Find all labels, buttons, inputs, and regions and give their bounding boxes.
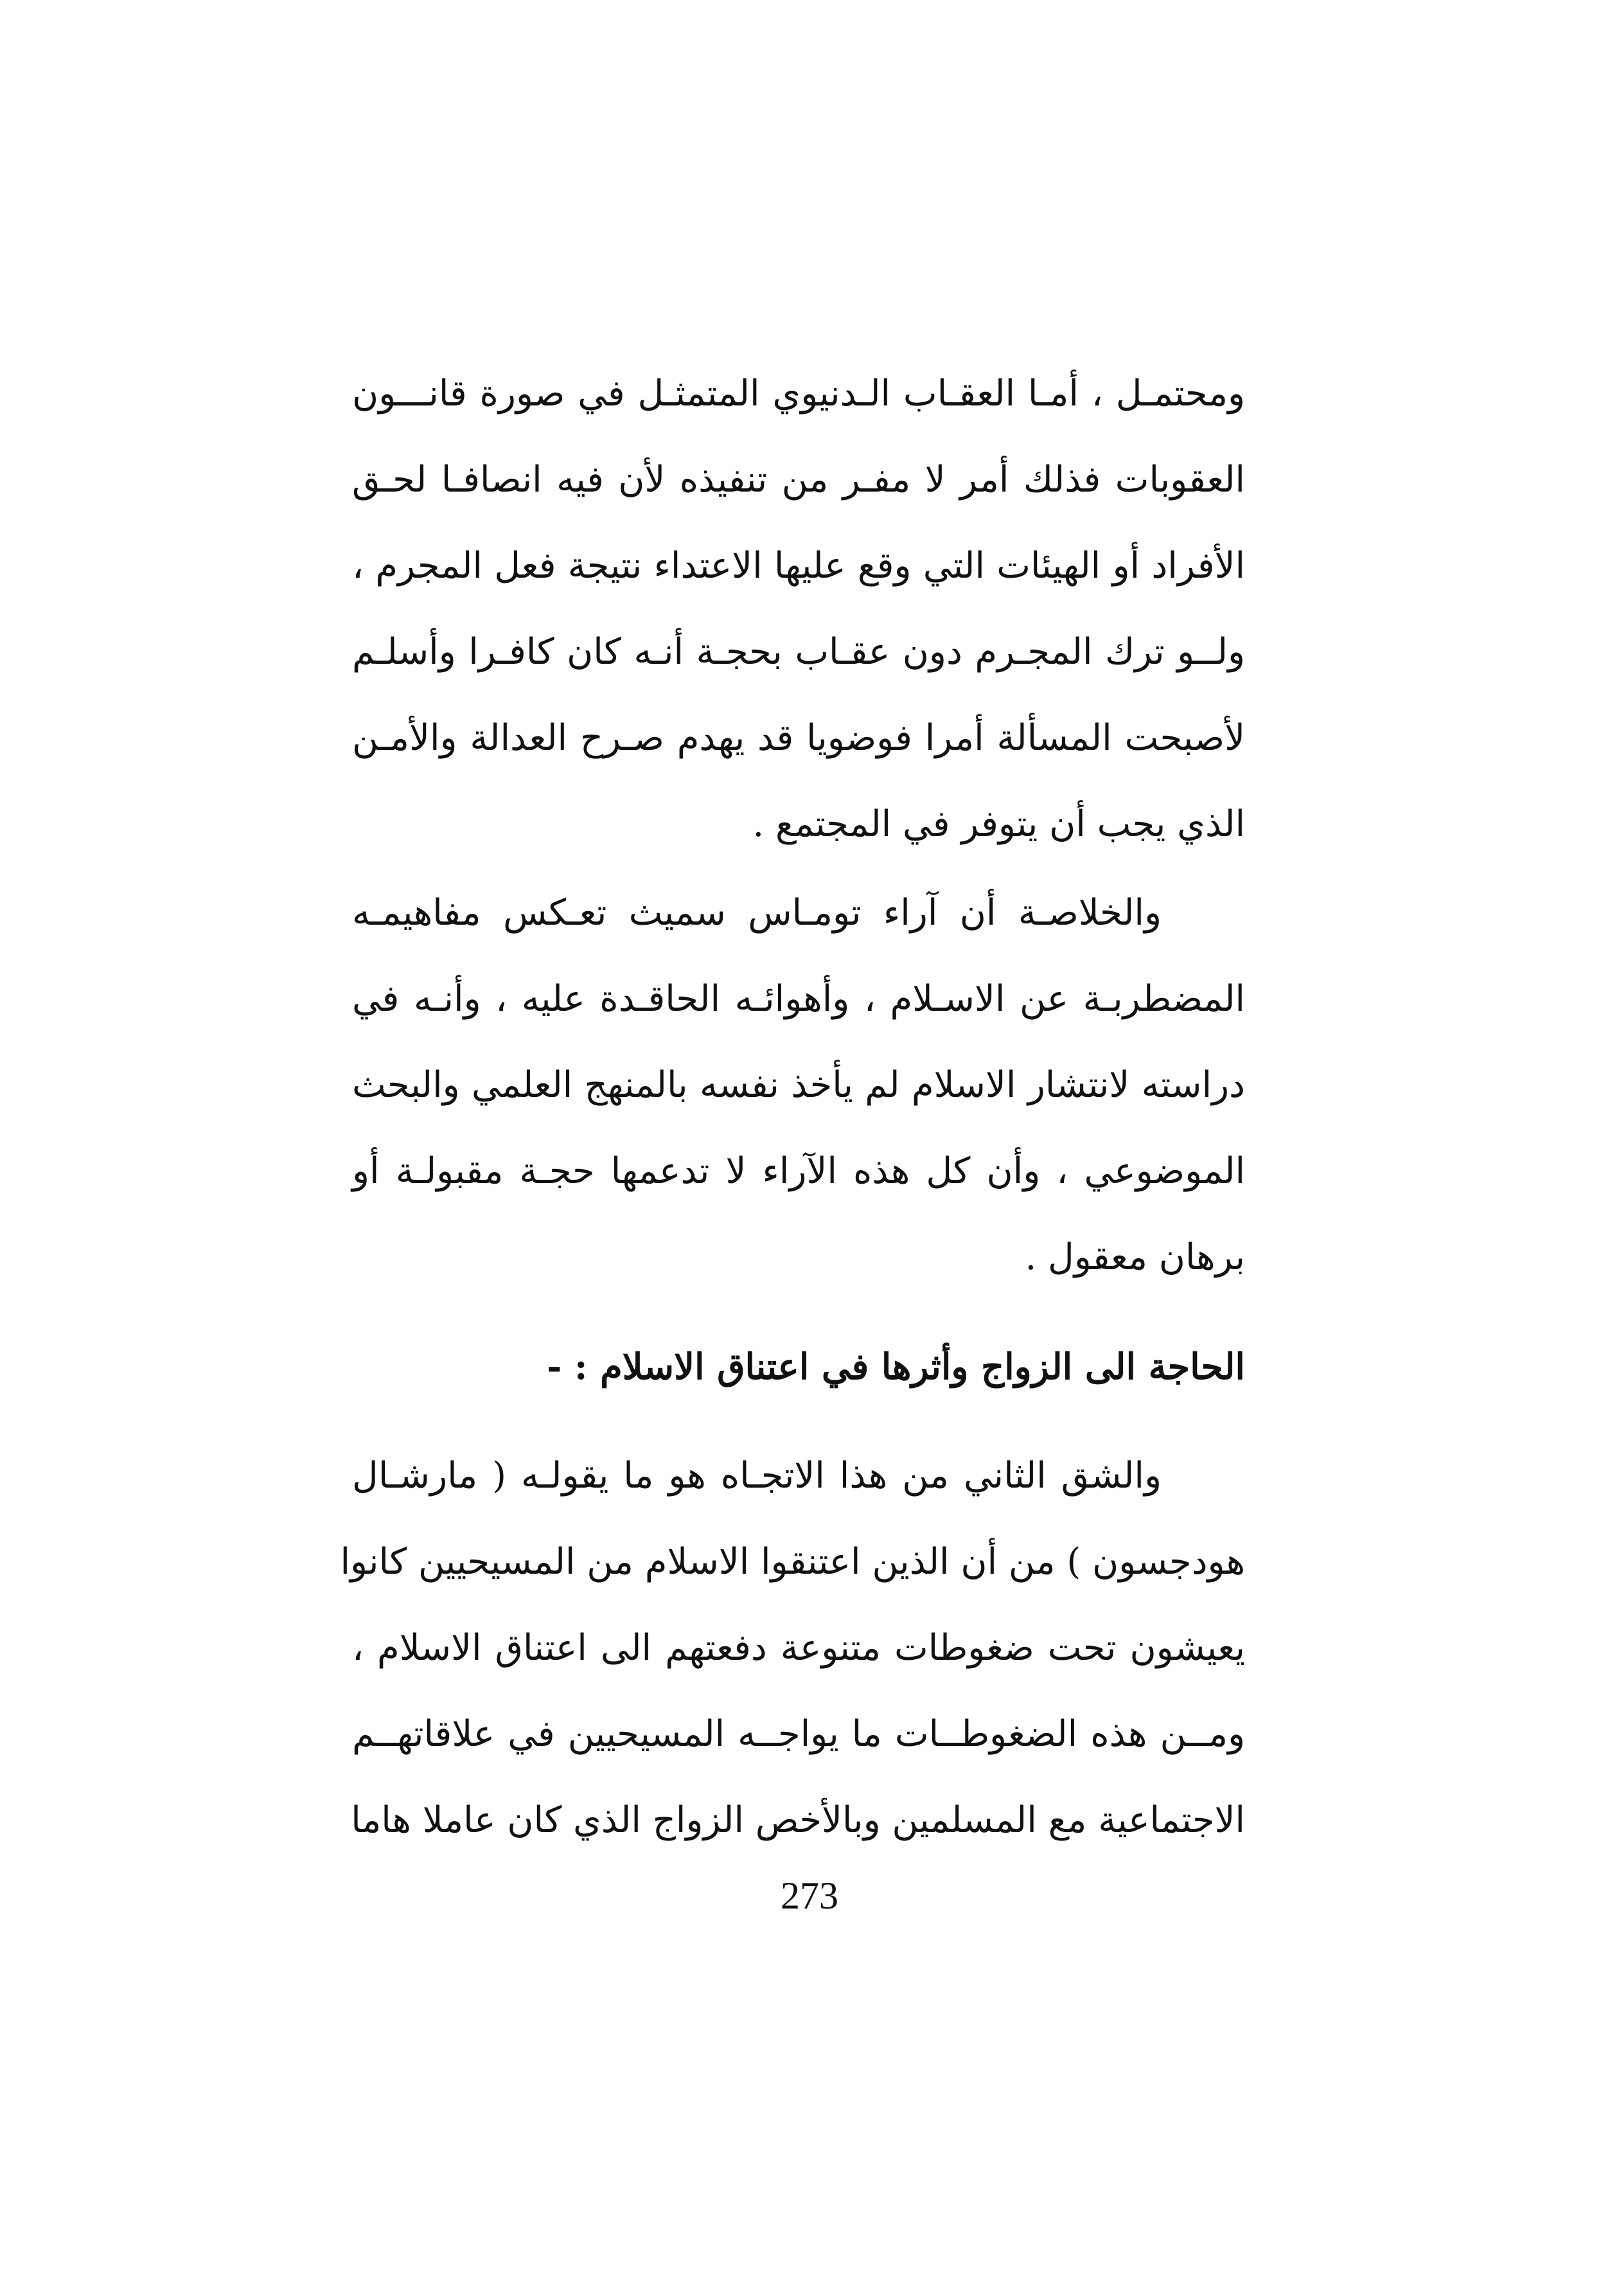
text-line: الأفراد أو الهيئات التي وقع عليها الاعتداء نتيجة فعل المجرم ، bbox=[352, 545, 1246, 587]
page-number: 273 bbox=[781, 1874, 838, 1917]
section-heading: الحاجة الى الزواج وأثرها في اعتناق الاسلام : - bbox=[547, 1346, 1245, 1388]
text-line: الاجتماعية مع المسلمين وبالأخص الزواج الذي كان عاملا هاما bbox=[351, 1799, 1245, 1841]
paragraph-1 bbox=[352, 351, 1245, 868]
text-line: المضطربـة عن الاسـلام ، وأهوائـه الحاقـدة عليه ، وأنـه في bbox=[352, 978, 1245, 1020]
text-line: ومــن هذه الضغوطــات ما يواجــه المسيحيين في علاقاتهــم bbox=[352, 1713, 1245, 1755]
text-line: الذي يجب أن يتوفر في المجتمع . bbox=[752, 803, 1245, 845]
text-line: العقوبات فذلك أمر لا مفـر من تنفيذه لأن فيه انصافـا لحـق bbox=[352, 459, 1245, 501]
text-line: الموضوعي ، وأن كل هذه الآراء لا تدعمها حجـة مقبولـة أو bbox=[352, 1150, 1246, 1192]
text-line: والشق الثاني من هذا الاتجـاه هو ما يقولـه ( مارشـال bbox=[352, 1455, 1162, 1497]
text-line: والخلاصـة أن آراء تومـاس سميث تعـكس مفاهيمـه bbox=[352, 892, 1162, 934]
text-line: دراسته لانتشار الاسلام لم يأخذ نفسه بالمنهج العلمي والبحث bbox=[352, 1064, 1245, 1106]
text-line: هودجسون ) من أن الذين اعتنقوا الاسلام من المسيحيين كانوا bbox=[340, 1541, 1245, 1583]
text-line: ولــو ترك المجـرم دون عقـاب بحجـة أنـه كان كافـرا وأسلـم bbox=[352, 631, 1245, 673]
text-line: ومحتمـل ، أمـا العقـاب الـدنيوي المتمثـل في صورة قانـــون bbox=[352, 373, 1245, 414]
text-line: لأصبحت المسألة أمرا فوضويا قد يهدم صـرح العدالة والأمـن bbox=[352, 717, 1245, 759]
paragraph-2 bbox=[352, 870, 1245, 1301]
paragraph-3 bbox=[340, 1433, 1245, 1864]
text-line: برهان معقول . bbox=[1025, 1236, 1245, 1278]
text-line: يعيشون تحت ضغوطات متنوعة دفعتهم الى اعتناق الاسلام ، bbox=[352, 1627, 1245, 1669]
